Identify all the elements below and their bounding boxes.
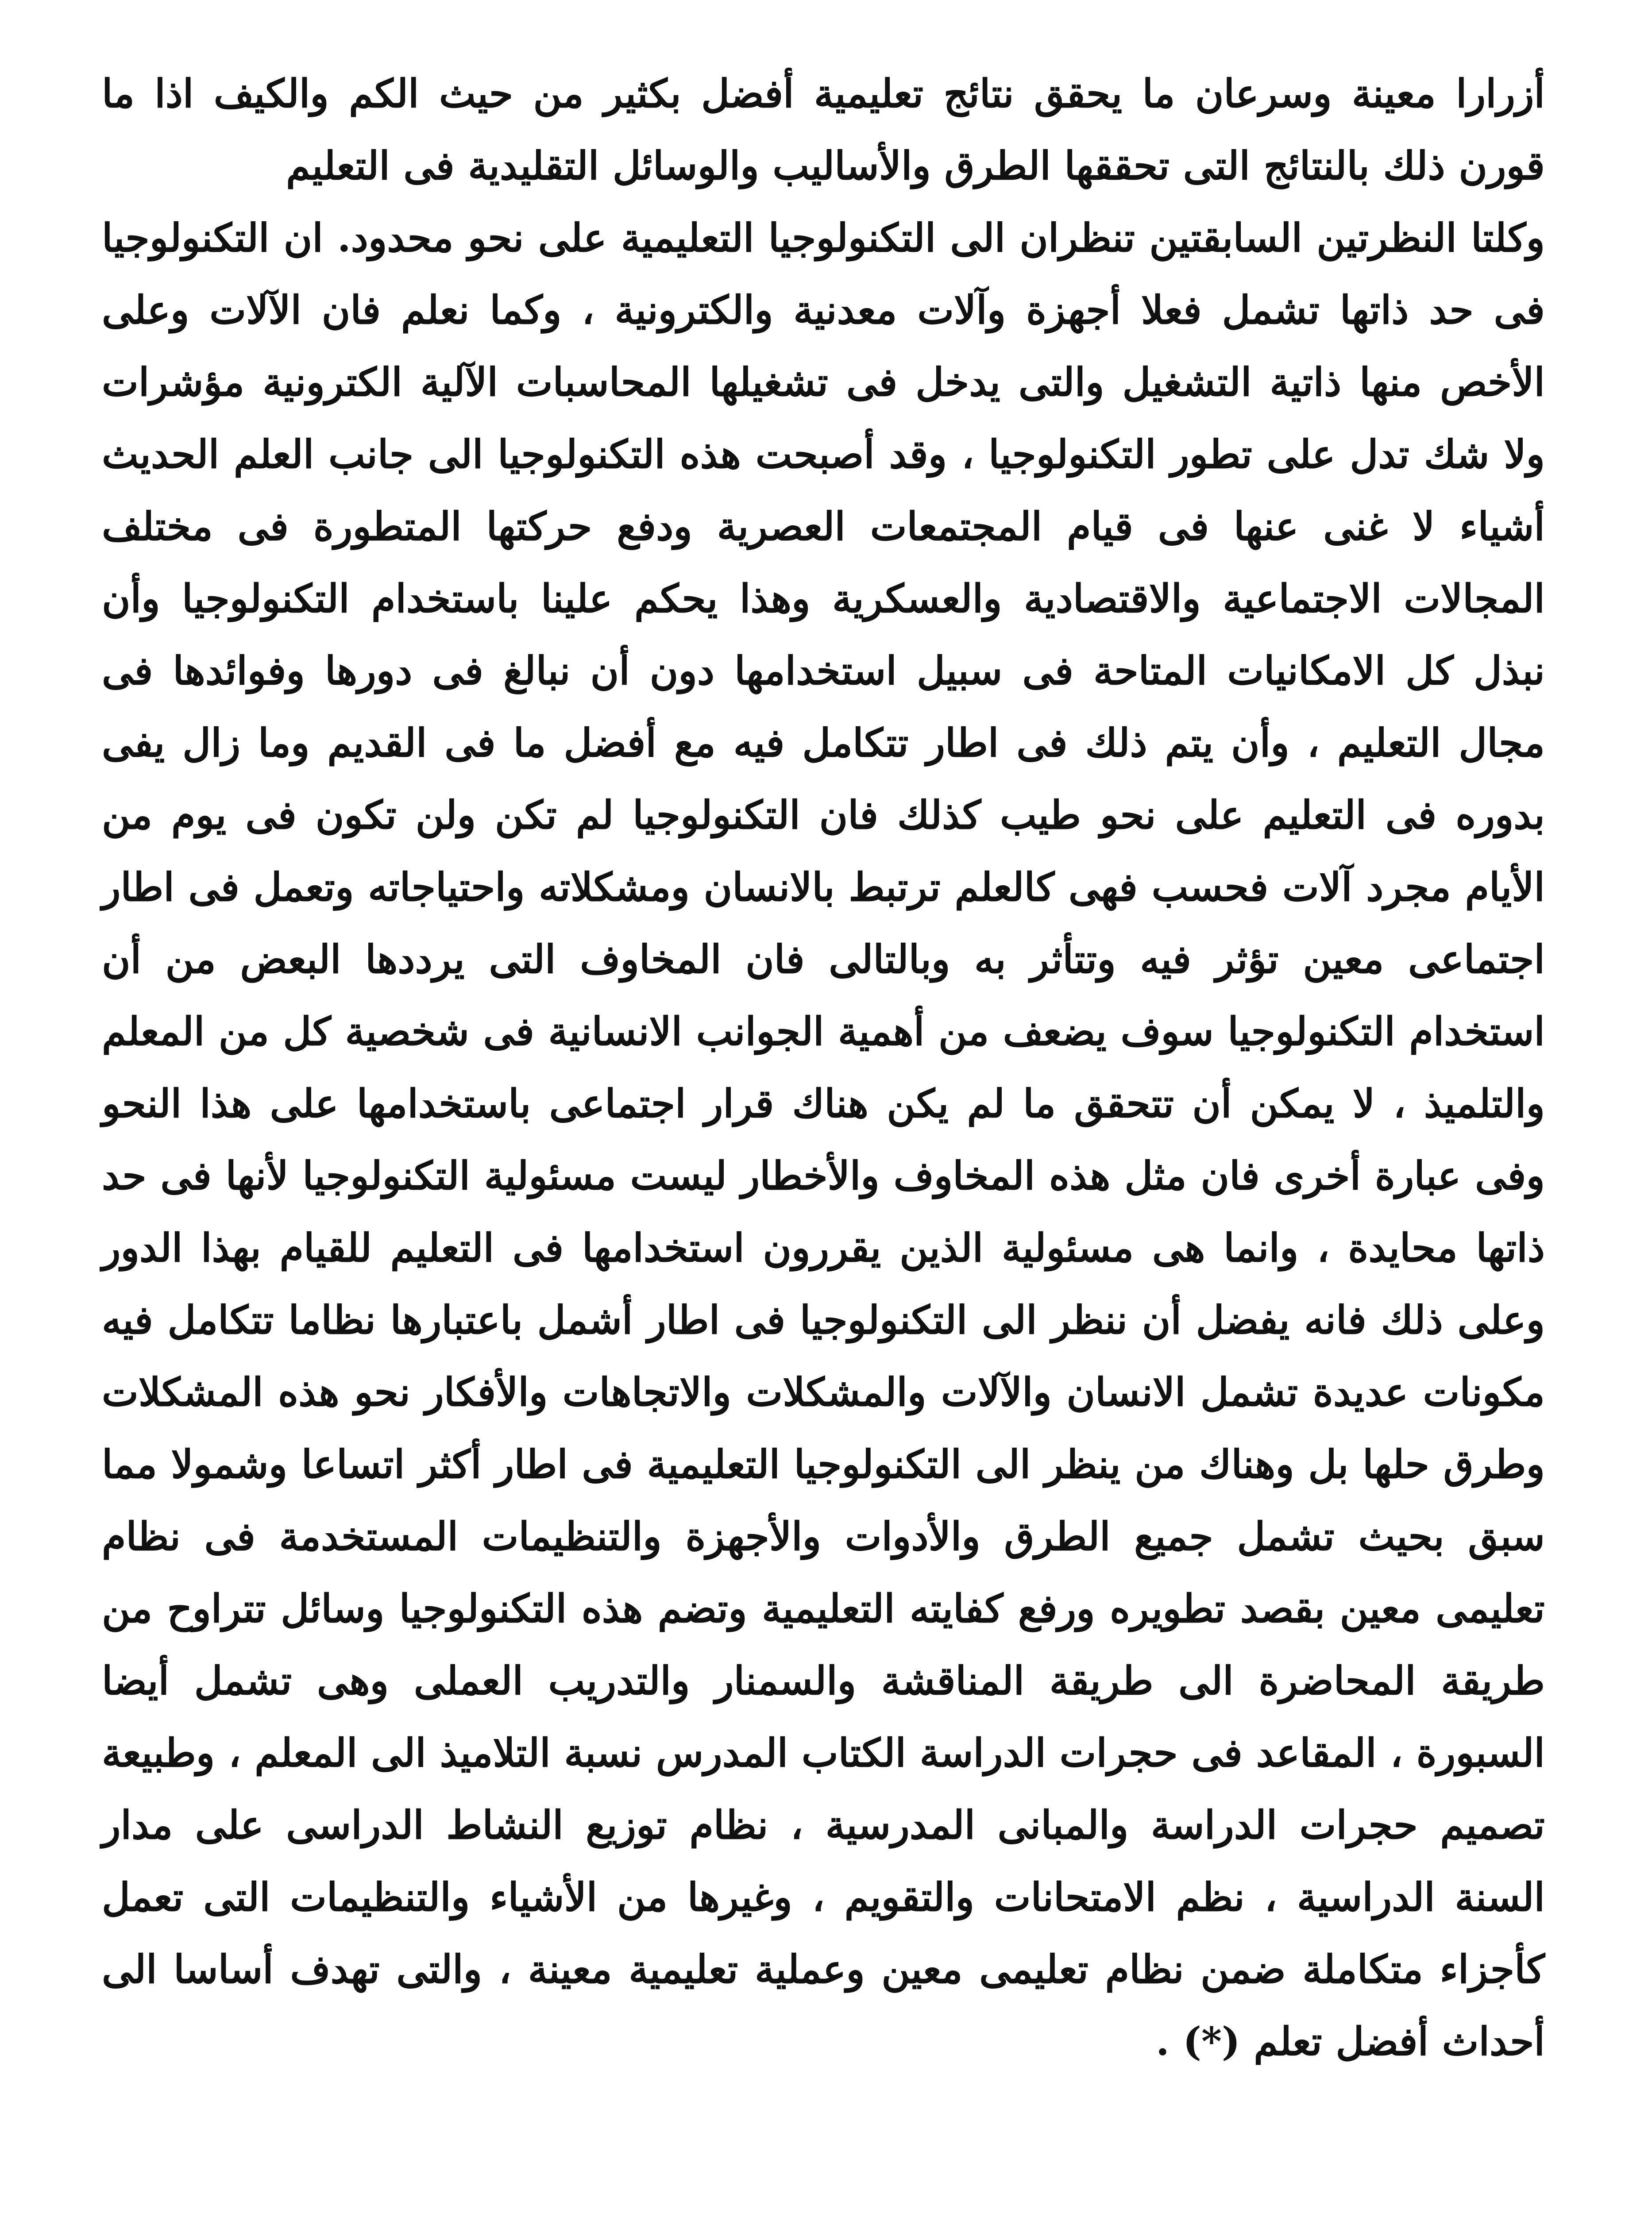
paragraph-main: وكلتا النظرتين السابقتين تنظران الى التكنولوجيا التعليمية على نحو محدود. ان التكنولوجيا فى حد ذاتها تشمل فعلا أجهزة وآلات معدنية والكترونية ، وكما نعلم فان الآلات وعلى الأخص منها ذاتية التشغيل والتى يدخل فى تشغيلها المحاسبات الآلية الكترونية مؤشرات ولا شك تدل على تطور التكنولوجيا ، وقد أصبحت هذه التكنولوجيا الى جانب العلم الحديث أشياء لا غنى عنها فى قيام المجتمعات العصرية ودفع حركتها المتطورة فى مختلف المجالات الاجتماعية والاقتصادية والعسكرية وهذا يحكم علينا باستخدام التكنولوجيا وأن نبذل كل الامكانيات المتاحة فى سبيل استخدامها دون أن نبالغ فى دورها وفوائدها فى مجال التعليم ، وأن يتم ذلك فى اطار تتكامل فيه مع أفضل ما فى القديم وما زال يفى بدوره فى التعليم على نحو طيب كذلك فان التكنولوجيا لم تكن ولن تكون فى يوم من الأيام مجرد آلات فحسب فهى كالعلم ترتبط بالانسان ومشكلاته واحتياجاته وتعمل فى اطار اجتماعى معين تؤثر فيه وتتأثر به وبالتالى فان المخاوف التى يرددها البعض من أن استخدام التكنولوجيا سوف يضعف من أهمية الجوانب الانسانية فى شخصية كل من المعلم والتلميذ ، لا يمكن أن تتحقق ما لم يكن هناك قرار اجتماعى باستخدامها على هذا النحو وفى عبارة أخرى فان مثل هذه المخاوف والأخطار ليست مسئولية التكنولوجيا لأنها فى حد ذاتها محايدة ، وانما هى مسئولية الذين يقررون استخدامها فى التعليم للقيام بهذا الدور وعلى ذلك فانه يفضل أن ننظر الى التكنولوجيا فى اطار أشمل باعتبارها نظاما تتكامل فيه مكونات عديدة تشمل الانسان والآلات والمشكلات والاتجاهات والأفكار نحو هذه المشكلات وطرق حلها بل وهناك من ينظر الى التكنولوجيا التعليمية فى اطار أكثر اتساعا وشمولا مما سبق بحيث تشمل جميع الطرق والأدوات والأجهزة والتنظيمات المستخدمة فى نظام تعليمى معين بقصد تطويره ورفع كفايته التعليمية وتضم هذه التكنولوجيا وسائل تتراوح من طريقة المحاضرة الى طريقة المناقشة والسمنار والتدريب العملى وهى تشمل أيضا السبورة ، المقاعد فى حجرات الدراسة الكتاب المدرس نسبة التلاميذ الى المعلم ، وطبيعة تصميم حجرات الدراسة والمبانى المدرسية ، نظام توزيع النشاط الدراسى على مدار السنة الدراسية ، نظم الامتحانات والتقويم ، وغيرها من الأشياء والتنظيمات التى تعمل كأجزاء متكاملة ضمن نظام تعليمى معين وعملية تعليمية معينة ، والتى تهدف أساسا الى أحداث أفضل تعلم (*) . <box>102 215 1545 2064</box>
body-text <box>102 58 1545 2078</box>
paragraph-intro: أزرارا معينة وسرعان ما يحقق نتائج تعليمية أفضل بكثير من حيث الكم والكيف اذا ما قورن ذلك بالنتائج التى تحققها الطرق والأساليب والوسائل التقليدية فى التعليم <box>102 70 1545 189</box>
